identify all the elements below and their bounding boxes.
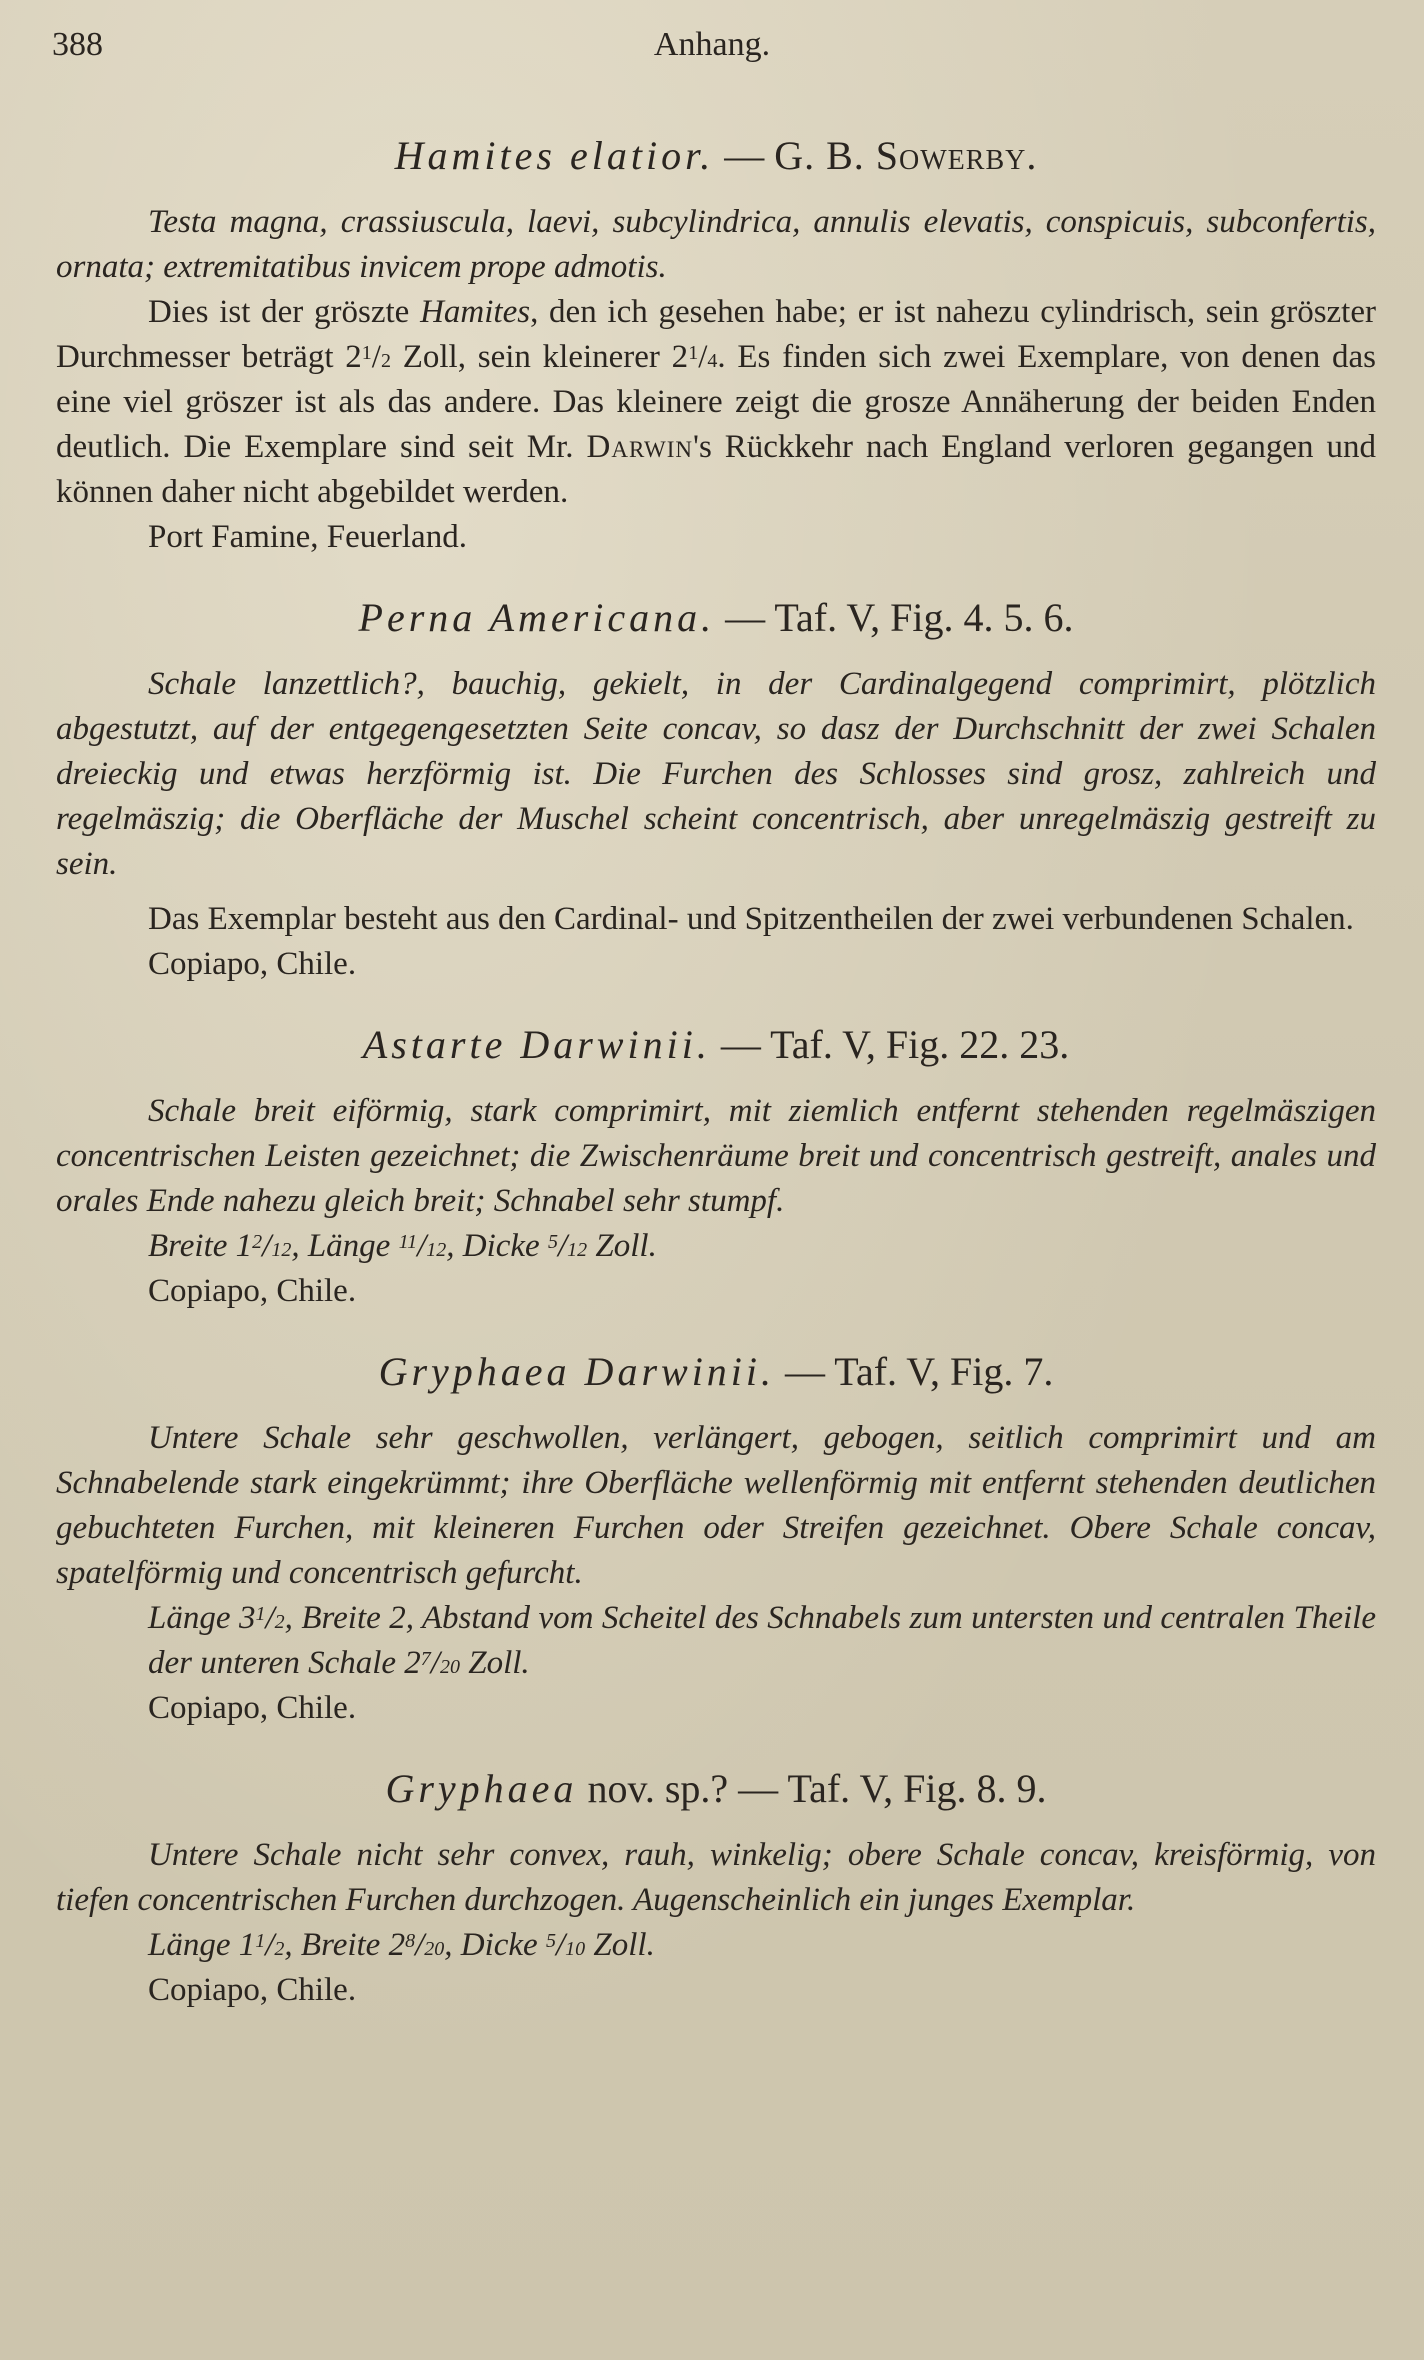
fraction-numerator: 7 bbox=[420, 1648, 431, 1670]
fraction-denominator: 4 bbox=[707, 350, 718, 372]
measurements: Breite $1^2/_{12}$, Länge $^{11}/_{12}$, Dicke $^5/_{12}$ Zoll. bbox=[148, 1228, 657, 1264]
entry-heading bbox=[56, 132, 1376, 180]
fraction-numerator: 8 bbox=[405, 1930, 416, 1952]
diagnosis: Schale breit eiförmig, stark comprimirt, mit ziemlich entfernt stehenden regelmäszigen concentrischen Leisten gezeichnet; die Zwischenräume breit und concentrisch gestreift, anales und orales Ende nahezu gleich breit; Schnabel sehr stumpf. bbox=[56, 1093, 1376, 1219]
taxon-qualifier: nov. sp.? bbox=[577, 1766, 729, 1811]
entry-gryphaea-darwinii bbox=[56, 1348, 1376, 1731]
taxon-name: Gryphaea Darwinii. bbox=[378, 1349, 776, 1394]
entry-perna-americana bbox=[56, 594, 1376, 987]
taxon-name: Astarte Darwinii. bbox=[362, 1022, 711, 1067]
fraction-numerator: 11 bbox=[398, 1231, 418, 1253]
text-run: . Es finden sich zwei Exemplare, von denen das eine viel gröszer ist als das andere. Das kleinere zeigt die grosze Annäherung der beiden Enden deutlich. Die Exemplare sind seit Mr. bbox=[56, 339, 1376, 465]
fraction-numerator: 1 bbox=[255, 1603, 266, 1625]
text-run: Länge 1 bbox=[148, 1927, 256, 1963]
fraction-numerator: 2 bbox=[252, 1231, 263, 1253]
taxon-name: Hamites elatior. bbox=[394, 133, 715, 178]
plate-reference: — Taf. V, Fig. 8. 9. bbox=[728, 1766, 1047, 1811]
plate-reference: — Taf. V, Fig. 22. 23. bbox=[710, 1022, 1070, 1067]
entry-heading bbox=[56, 1765, 1376, 1813]
taxon-name: Gryphaea bbox=[385, 1766, 578, 1811]
fraction-numerator: 5 bbox=[545, 1930, 556, 1952]
entry-hamites-elatior bbox=[56, 132, 1376, 560]
fraction-denominator: 12 bbox=[567, 1239, 588, 1261]
text-run: , Dicke bbox=[446, 1228, 548, 1264]
diagnosis: Untere Schale sehr geschwollen, verlängert, gebogen, seitlich comprimirt und am Schnabelende stark eingekrümmt; ihre Oberfläche wellenförmig mit entfernt stehenden deutlichen gebuchteten Furchen, mit kleineren Furchen oder Streifen gezeichnet. Obere Schale concav, spatelförmig und concentrisch gefurcht. bbox=[56, 1420, 1376, 1591]
fraction-denominator: 2 bbox=[380, 350, 391, 372]
running-head: Anhang. bbox=[653, 26, 771, 63]
fraction-denominator: 12 bbox=[271, 1239, 292, 1261]
entry-heading bbox=[56, 1021, 1376, 1069]
locality: Copiapo, Chile. bbox=[148, 1273, 357, 1309]
fraction-numerator: 1 bbox=[255, 1930, 266, 1952]
entry-heading bbox=[56, 1348, 1376, 1396]
text-run: Breite 1 bbox=[148, 1228, 253, 1264]
page-number: 388 bbox=[52, 26, 103, 63]
entry-astarte-darwinii bbox=[56, 1021, 1376, 1314]
description-paragraph: Das Exemplar besteht aus den Cardinal- und Spitzentheilen der zwei verbundenen Schalen. bbox=[148, 901, 1354, 937]
text-run: , Länge bbox=[291, 1228, 399, 1264]
locality: Port Famine, Feuerland. bbox=[148, 519, 467, 555]
fraction-numerator: 1 bbox=[361, 342, 372, 364]
entry-heading bbox=[56, 594, 1376, 642]
measurements: Länge $3^1/_2$, Breite 2, Abstand vom Scheitel des Schnabels zum untersten und centralen Theile der unteren Schale $2^7/_{20}$ Zoll. bbox=[148, 1600, 1376, 1681]
text-run: Zoll. bbox=[459, 1645, 530, 1681]
diagnosis: Untere Schale nicht sehr convex, rauh, winkelig; obere Schale concav, kreisförmig, von tiefen concentrischen Furchen durchzogen. Augenscheinlich ein junges Exemplar. bbox=[56, 1837, 1376, 1918]
fraction-denominator: 2 bbox=[274, 1611, 285, 1633]
heading-separator: — bbox=[714, 133, 775, 178]
text-run: Zoll, sein kleinerer 2 bbox=[390, 339, 689, 375]
fraction-numerator: 1 bbox=[688, 342, 699, 364]
text-run: , Breite 2, Abstand vom Scheitel des Schnabels zum untersten und centralen Theile der unteren Schale 2 bbox=[148, 1600, 1376, 1681]
person-name: Darwin bbox=[586, 429, 693, 465]
text-run: , den ich gesehen habe; er ist nahezu cylindrisch, sein gröszter Durchmesser beträgt 2 bbox=[56, 294, 1376, 375]
latin-diagnosis: Testa magna, crassiuscula, laevi, subcylindrica, annulis elevatis, conspicuis, subconfertis, ornata; extremitatibus invicem prope admotis. bbox=[56, 204, 1376, 285]
fraction-numerator: 5 bbox=[547, 1231, 558, 1253]
text-run: Zoll. bbox=[587, 1228, 657, 1264]
plate-reference: — Taf. V, Fig. 7. bbox=[775, 1349, 1054, 1394]
text-run: , Dicke bbox=[444, 1927, 546, 1963]
entry-gryphaea-nov-sp bbox=[56, 1765, 1376, 2013]
text-run: Dies ist der gröszte bbox=[148, 294, 421, 330]
fraction-denominator: 20 bbox=[439, 1656, 460, 1678]
plate-reference: — Taf. V, Fig. 4. 5. 6. bbox=[715, 595, 1074, 640]
locality: Copiapo, Chile. bbox=[148, 1690, 357, 1726]
locality: Copiapo, Chile. bbox=[148, 946, 357, 982]
diagnosis: Schale lanzettlich?, bauchig, gekielt, in der Cardinalgegend comprimirt, plötzlich abgestutzt, auf der entgegengesetzten Seite concav, so dasz der Durchschnitt der zwei Schalen dreieckig und etwas herzförmig ist. Die Furchen des Schlosses sind grosz, zahlreich und regelmäszig; die Oberfläche der Muschel scheint concentrisch, aber unregelmäszig gestreift zu sein. bbox=[56, 666, 1376, 882]
page-body bbox=[56, 132, 1376, 2047]
description-paragraph: Dies ist der gröszte Hamites, den ich gesehen habe; er ist nahezu cylindrisch, sein gröszter Durchmesser beträgt $2^1/_2$ Zoll, sein kleinerer $2^1/_4$. Es finden sich zwei Exemplare, von denen das eine viel gröszer ist als das andere. Das kleinere zeigt die grosze Annäherung der beiden Enden deutlich. Die Exemplare sind seit Mr. Darwin's Rückkehr nach England verloren gegangen und können daher nicht abgebildet werden. bbox=[56, 294, 1377, 510]
text-run: 's Rückkehr nach England verloren gegangen und können daher nicht abgebildet werden. bbox=[56, 429, 1377, 510]
locality: Copiapo, Chile. bbox=[148, 1972, 357, 2008]
fraction-denominator: 10 bbox=[565, 1938, 586, 1960]
text-run: , Breite 2 bbox=[284, 1927, 406, 1963]
text-run: Länge 3 bbox=[148, 1600, 256, 1636]
fraction-denominator: 12 bbox=[426, 1239, 447, 1261]
fraction-denominator: 20 bbox=[424, 1938, 445, 1960]
taxon-name: Perna Americana. bbox=[358, 595, 716, 640]
author-reference: G. B. Sowerby. bbox=[774, 133, 1038, 178]
text-run: Zoll. bbox=[585, 1927, 655, 1963]
fraction-denominator: 2 bbox=[274, 1938, 285, 1960]
genus-name: Hamites bbox=[420, 294, 531, 330]
page-header bbox=[52, 26, 1372, 70]
measurements: Länge $1^1/_2$, Breite $2^8/_{20}$, Dicke $^5/_{10}$ Zoll. bbox=[148, 1927, 655, 1963]
